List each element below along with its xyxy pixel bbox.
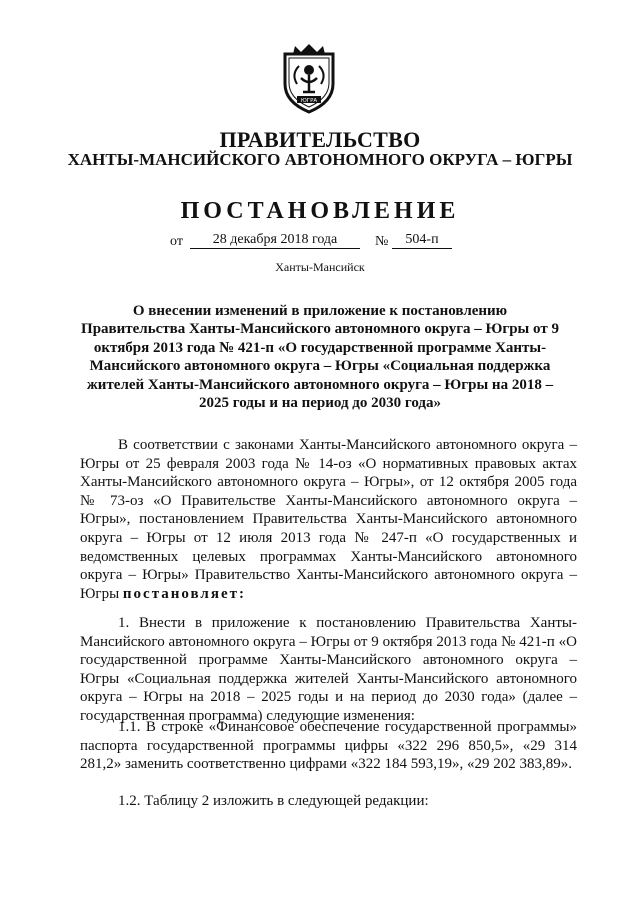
city-name: Ханты-Мансийск <box>275 260 365 274</box>
preamble-paragraph <box>80 436 577 603</box>
government-subtitle: ХАНТЫ-МАНСИЙСКОГО АВТОНОМНОГО ОКРУГА – ЮГРЫ <box>67 150 573 169</box>
document-date: 28 декабря 2018 года <box>190 232 360 249</box>
clause-1-paragraph: 1. Внести в приложение к постановлению Правительства Ханты-Мансийского автономного округа – Югры от 9 октября 2013 года № 421-п «О государственной программе Ханты-Мансийского автономного округа – Югры «Социальная поддержка жителей Ханты-Мансийского автономного округа – Югры на 2018 – 2025 годы и на период до 2030 года» (далее – государственная программа) следующие изменения: <box>80 615 577 724</box>
clause-1-1-paragraph: 1.1. В строке «Финансовое обеспечение государственной программы» паспорта государственной программы цифры «322 296 850,5», «29 314 281,2» заменить соответственно цифрами «322 184 593,19», «29 202 383,89». <box>80 719 577 773</box>
decree-word: постановляет: <box>122 585 246 602</box>
preamble-text: В соответствии с законами Ханты-Мансийского автономного округа – Югры от 25 февраля 2003 года № 14-оз «О нормативных правовых актах Ханты-Мансийского автономного округа – Югры», от 12 октября 2005 года № 73-оз «О Правительстве Ханты-Мансийского автономного округа – Югры», постановлением Правительства Ханты-Мансийского автономного округа – Югры от 12 июля 2013 года № 247-п «О государственных и ведомственных целевых программах Ханты-Мансийского автономного округа – Югры» Правительство Ханты-Мансийского автономного округа – Югры <box>80 437 577 602</box>
document-type: ПОСТАНОВЛЕНИЕ <box>180 198 460 224</box>
clause-1-2-paragraph: 1.2. Таблицу 2 изложить в следующей редакции: <box>118 793 429 809</box>
government-title: ПРАВИТЕЛЬСТВО <box>219 127 421 152</box>
document-number: 504-п <box>392 232 452 249</box>
number-sign: № <box>375 234 389 249</box>
date-prefix: от <box>170 234 183 249</box>
coat-of-arms-icon <box>275 40 343 116</box>
document-subject: О внесении изменений в приложение к постановлению Правительства Ханты-Мансийского автономного округа – Югры от 9 октября 2013 года № 421-п «О государственной программе Ханты-Мансийского автономного округа – Югры «Социальная поддержка жителей Ханты-Мансийского автономного округа – Югры на 2018 – 2025 годы и на период до 2030 года» <box>81 303 559 412</box>
svg-text:ЮГРА: ЮГРА <box>300 98 318 104</box>
